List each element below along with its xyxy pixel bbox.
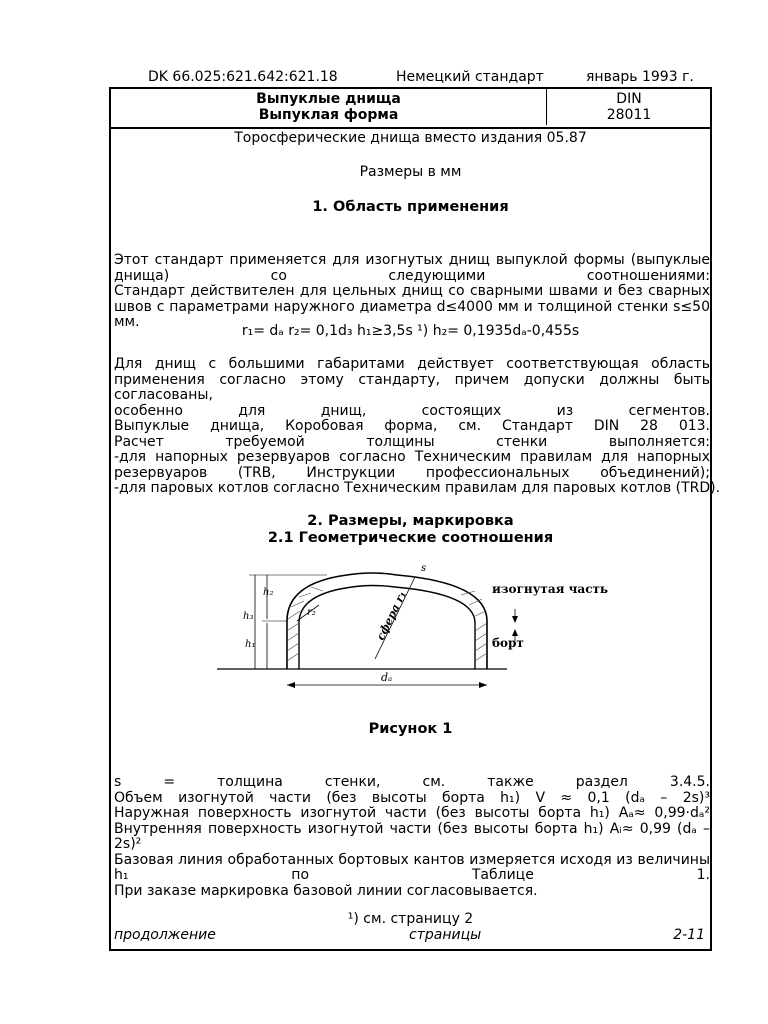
document-code: DK 66.025:621.642:621.18	[148, 69, 338, 85]
footnote: ¹) см. страницу 2	[347, 911, 474, 927]
section-2-paragraph	[114, 775, 710, 899]
standard-label: Немецкий стандарт	[396, 69, 544, 85]
text-line: швов с параметрами наружного диаметра d≤4000 мм и толщиной стенки s≤50 мм.	[114, 298, 710, 330]
text-line: резервуаров (TRB, Инструкции профессиональных объединений);	[114, 464, 710, 481]
flange-arrow-up	[512, 629, 518, 636]
text-line: Стандарт действителен для цельных днищ со сварными швами и без сварных	[114, 283, 710, 299]
title-block	[111, 89, 710, 129]
section-1-paragraph-2	[114, 356, 721, 497]
dished-head-figure	[207, 561, 609, 701]
text-line: s = толщина стенки, см. также раздел 3.4.5.	[114, 774, 710, 790]
text-line: Выпуклые днища, Коробовая форма, см. Стандарт DIN 28 013.	[114, 418, 710, 434]
formula: r₁= dₐ r₂= 0,1d₃ h₁≥3,5s ¹) h₂= 0,1935dₐ-0,455s	[241, 323, 580, 339]
title-line-1: Выпуклые днища	[256, 91, 401, 107]
section-1-paragraph-1	[114, 253, 710, 331]
subtitle: Торосферические днища вместо издания 05.87	[234, 130, 587, 146]
issue-date: январь 1993 г.	[586, 69, 694, 85]
page-number: 2-11	[673, 927, 705, 943]
text-line: Базовая линия обработанных бортовых кантов измеряется исходя из величины	[114, 851, 710, 868]
section-1-heading: 1. Область применения	[312, 199, 509, 215]
document-frame	[109, 87, 721, 951]
text-line: Для днищ с большими габаритами действует соответствующая область	[114, 356, 710, 372]
curved-part-label: изогнутая часть	[492, 582, 609, 596]
section-2-subheading: 2.1 Геометрические соотношения	[267, 530, 554, 546]
arrow-left	[287, 682, 295, 688]
text-line: -для напорных резервуаров согласно Техническим правилам для напорных	[114, 449, 710, 465]
da-label: dₐ	[381, 671, 393, 684]
text-line: -для паровых котлов согласно Техническим правилам для паровых котлов (TRD).	[114, 480, 721, 496]
din-number: 28011	[606, 107, 652, 123]
s-label: s	[421, 563, 427, 574]
text-line: Объем изогнутой части (без высоты борта h₁) V ≈ 0,1 (dₐ – 2s)³	[114, 789, 710, 806]
footer-pages: страницы	[409, 927, 482, 943]
h1-label: h₁	[245, 639, 256, 650]
text-line: При заказе маркировка базовой линии согласовывается.	[114, 882, 538, 899]
h3-label: h₃	[243, 611, 254, 622]
text-line: Расчет требуемой толщины стенки выполняется:	[114, 433, 710, 450]
flange-arrow-down	[512, 616, 518, 623]
units-note: Размеры в мм	[359, 164, 462, 180]
title-line-2: Выпуклая форма	[258, 107, 399, 123]
footer-continuation: продолжение	[114, 927, 216, 943]
section-2-heading: 2. Размеры, маркировка	[307, 513, 514, 529]
title-cell	[111, 89, 547, 125]
text-line: Наружная поверхность изогнутой части (без высоты борта h₁) Aₐ≈ 0,99·dₐ²	[114, 805, 710, 821]
flange-label: борт	[492, 636, 524, 650]
text-line: особенно для днищ, состоящих из сегментов.	[114, 402, 710, 419]
text-line: h₁ по Таблице 1.	[114, 867, 710, 883]
arrow-right	[479, 682, 487, 688]
text-line: Внутренняя поверхность изогнутой части (без высоты борта h₁) Aᵢ≈ 0,99 (dₐ – 2s)²	[114, 820, 710, 852]
figure-caption: Рисунок 1	[368, 721, 453, 737]
din-label: DIN	[616, 91, 642, 107]
r2-label: r₂	[307, 607, 316, 618]
h2-label: h₂	[263, 587, 274, 598]
sphere-label: сфера r₁	[374, 589, 409, 643]
text-line: днища) со следующими соотношениями:	[114, 267, 710, 284]
text-line: Этот стандарт применяется для изогнутых днищ выпуклой формы (выпуклые	[114, 252, 710, 268]
text-line: применения согласно этому стандарту, причем допуски должны быть согласованы,	[114, 371, 710, 403]
din-cell	[548, 89, 710, 125]
